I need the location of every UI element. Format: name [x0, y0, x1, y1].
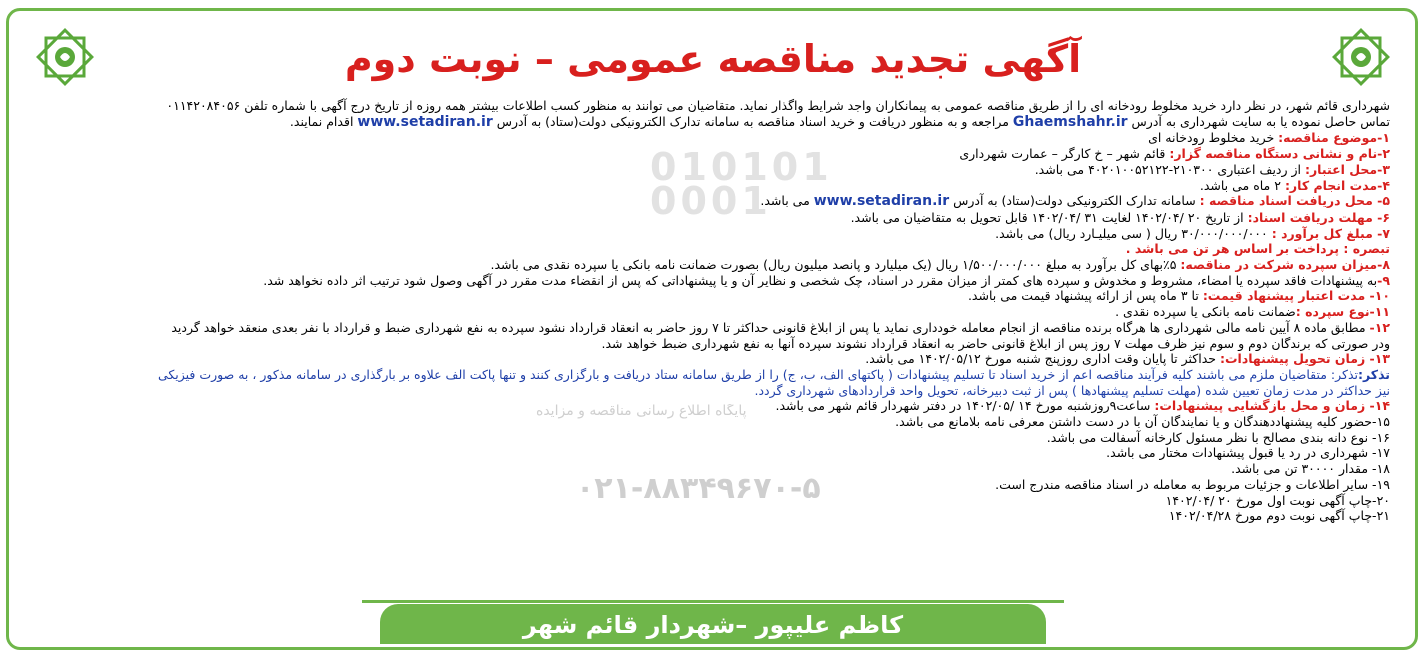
setadiran-link[interactable]: www.setadiran.ir: [813, 193, 950, 210]
item-label: ۷- مبلغ کل برآورد :: [1271, 225, 1390, 241]
item-text: مطابق ماده ۸ آیین نامه مالی شهرداری ها هرگاه برنده مناقصه از انجام معامله خودداری نماید یا پس از ابلاغ قانونی حداکثر تا ۷ روز حاضر به انعقاد قرارداد نشود سپرده به نفع شهرداری ضبط و قرارداد با نفر بعدی منعقد خواهد گردید: [171, 319, 1370, 335]
item-text: ۲۱-چاپ آگهی نوبت دوم مورخ ۱۴۰۲/۰۴/۲۸: [1168, 508, 1390, 524]
intro-line: تماس حاصل نموده یا به سایت شهرداری به آدرس Ghaemshahr.ir مراجعه و به منظور دریافت و خرید اسناد مناقصه به سامانه تدارک الکترونیکی دولت(ستاد) به آدرس www.setadiran.ir اقدام نمایند.: [289, 113, 1390, 130]
watermark-text: پایگاه اطلاع رسانی مناقصه و مزایده: [536, 404, 747, 419]
item-text: می باشد.: [760, 193, 814, 209]
item-line: [36, 273, 1390, 289]
item-line: [36, 193, 1390, 210]
item-line: [36, 146, 1390, 162]
item-text: ۱۶- نوع دانه بندی مصالح با نظر مسئول کارخانه آسفالت می باشد.: [1046, 429, 1390, 445]
item-line: [36, 336, 1390, 352]
item-line: [36, 178, 1390, 194]
website-link[interactable]: Ghaemshahr.ir: [1012, 113, 1128, 130]
items-list: [36, 130, 1390, 367]
watermark-phone: ۰۲۱-۸۸۳۴۹۶۷۰-۵: [576, 472, 821, 506]
item-text: ۱۵-حضور کلیه پیشنهاددهندگان و یا نمایندگان آن با در دست داشتن معرفی نامه بلامانع می باشد.: [895, 414, 1390, 430]
item-text: خرید مخلوط رودخانه ای: [1148, 130, 1279, 146]
item-line: [36, 351, 1390, 367]
item-label: ۹-: [1377, 272, 1390, 288]
item-text: سامانه تدارک الکترونیکی دولت(ستاد) به آدرس: [949, 193, 1200, 209]
item-text: از ردیف اعتباری ۲۱۰۳۰۰-۴۰۲۰۱۰۰۵۲۱۲۲ می باشد.: [1034, 161, 1305, 177]
item-text: ۱۷- شهرداری در رد یا قبول پیشنهادات مختار می باشد.: [1106, 445, 1390, 461]
item-line: [36, 162, 1390, 178]
item-text: ۵٪بهای کل برآورد به مبلغ ۱/۵۰۰/۰۰۰/۰۰۰ ریال (یک میلیارد و پانصد میلیون ریال) بصورت ضمانت نامه بانکی یا سپرده نقدی می باشد.: [490, 257, 1181, 273]
item-label: ۱۲-: [1369, 319, 1390, 335]
item-label: ۱۴- زمان و محل بازگشایی پیشنهادات:: [1154, 398, 1390, 414]
item-line: [36, 241, 1390, 257]
item-text: ۳۰/۰۰۰/۰۰۰/۰۰۰ ریال ( سی میلیـارد ریال) می باشد.: [995, 225, 1272, 241]
item-line: [36, 288, 1390, 304]
item-text: ۱۹- سایر اطلاعات و جزئیات مربوط به معامله در اسناد مناقصه مندرج است.: [995, 476, 1390, 492]
item-label: ۱۳- زمان تحویل پیشنهادات:: [1219, 351, 1390, 367]
item-line: [36, 508, 1390, 524]
watermark-digits-line: 010101: [650, 145, 833, 189]
item-text: به پیشنهادات فاقد سپرده یا امضاء، مشروط و مخدوش و سپرده های کمتر از میزان مقرر در اسناد، چک شخصی و نظایر آن و یا پیشنهاداتی که پس از انقضاء مدت مقرر در آگهی وصول شود ترتیب اثر داده نخواهد شد.: [263, 272, 1378, 288]
item-label: ۲-نام و نشانی دستگاه مناقصه گزار:: [1169, 146, 1390, 162]
item-label: ۶- مهلت دریافت اسناد:: [1247, 209, 1390, 225]
item-text: ۱۸- مقدار ۳۰۰۰۰ تن می باشد.: [1231, 461, 1390, 477]
item-text: قائم شهر – خ کارگر – عمارت شهرداری: [959, 146, 1170, 162]
page-title: آگهی تجدید مناقصه عمومی – نوبت دوم: [344, 37, 1082, 81]
footer-divider: [362, 600, 1064, 603]
item-text: ضمانت نامه بانکی یا سپرده نقدی .: [1115, 304, 1296, 320]
item-text: از تاریخ ۲۰ /۱۴۰۲/۰۴ لغایت ۳۱ /۱۴۰۲/۰۴ قابل تحویل به متقاضیان می باشد.: [850, 209, 1248, 225]
item-text: ۲ ماه می باشد.: [1199, 177, 1285, 193]
item-line: [36, 226, 1390, 242]
item-text: ساعت۹روزشنبه مورخ ۱۴ /۱۴۰۲/۰۵ در دفتر شهردار قائم شهر می باشد.: [775, 398, 1155, 414]
notice-line: تذکر:تذکر: متقاضیان ملزم می باشند کلیه فرآیند مناقصه اعم از خرید اسناد تا تسلیم پیشنهادات ( پاکتهای الف، ب، ج) را از طریق سامانه ستاد دریافت و بارگزاری کنند و تنها پاکت الف علاوه بر بارگذاری در سامانه مذکور ، به صورت فیزیکی: [157, 366, 1390, 382]
setadiran-link[interactable]: www.setadiran.ir: [357, 113, 493, 130]
notice-line: نیز حداکثر در مدت زمان تعیین شده (مهلت تسلیم پیشنهادها ) پس از ثبت دبیرخانه، تحویل واحد قراردادهای شهرداری گردد.: [754, 382, 1390, 398]
item-label: ۵- محل دریافت اسناد مناقصه :: [1199, 193, 1390, 209]
item-text: حداکثر تا پایان وقت اداری روزپنج شنبه مورخ ۱۴۰۲/۰۵/۱۲ می باشد.: [865, 351, 1220, 367]
item-label: ۳-محل اعتبار:: [1304, 161, 1390, 177]
watermark-digits-line: 0001: [650, 179, 772, 223]
item-label: ۱-موضوع مناقصه:: [1278, 130, 1390, 146]
item-text: ودر صورتی که برندگان دوم و سوم نیز ظرف مهلت ۷ روز پس از ابلاغ قانونی حاضر به انعقاد قرارداد نشوند سپرده آنها به نفع شهرداری ضبط خواهد شد.: [601, 335, 1390, 351]
item-label: ۸-میزان سپرده شرکت در مناقصه:: [1180, 257, 1390, 273]
item-label: ۱۱-نوع سپرده :: [1295, 304, 1390, 320]
item-line: [36, 257, 1390, 273]
item-line: [36, 210, 1390, 226]
item-line: [36, 430, 1390, 446]
notice-body: [36, 98, 1390, 524]
intro-line: شهرداری قائم شهر، در نظر دارد خرید مخلوط رودخانه ای را از طریق مناقصه عمومی به پیمانکاران واجد شرایط واگذار نماید. متقاضیان می توانند به منظور کسب اطلاعات بیشتر همه روزه از تاریخ درج آگهی با شماره تلفن ۰۱۱۴۲۰۸۴۰۵۶: [166, 98, 1390, 113]
signature-footer: کاظم علیپور –شهردار قائم شهر: [380, 604, 1046, 644]
item-line: [36, 130, 1390, 146]
item-text: ۲۰-چاپ آگهی نوبت اول مورخ ۲۰ /۱۴۰۲/۰۴: [1165, 492, 1390, 508]
item-label: ۱۰- مدت اعتبار پیشنهاد قیمت:: [1202, 288, 1390, 304]
item-line: [36, 304, 1390, 320]
item-label: ۴-مدت انجام کار:: [1284, 177, 1390, 193]
item-line: [36, 320, 1390, 336]
item-line: [36, 445, 1390, 461]
item-text: تا ۳ ماه پس از ارائه پیشنهاد قیمت می باشد.: [967, 288, 1203, 304]
item-label: تبصره : پرداخت بر اساس هر تن می باشد .: [1125, 241, 1390, 257]
